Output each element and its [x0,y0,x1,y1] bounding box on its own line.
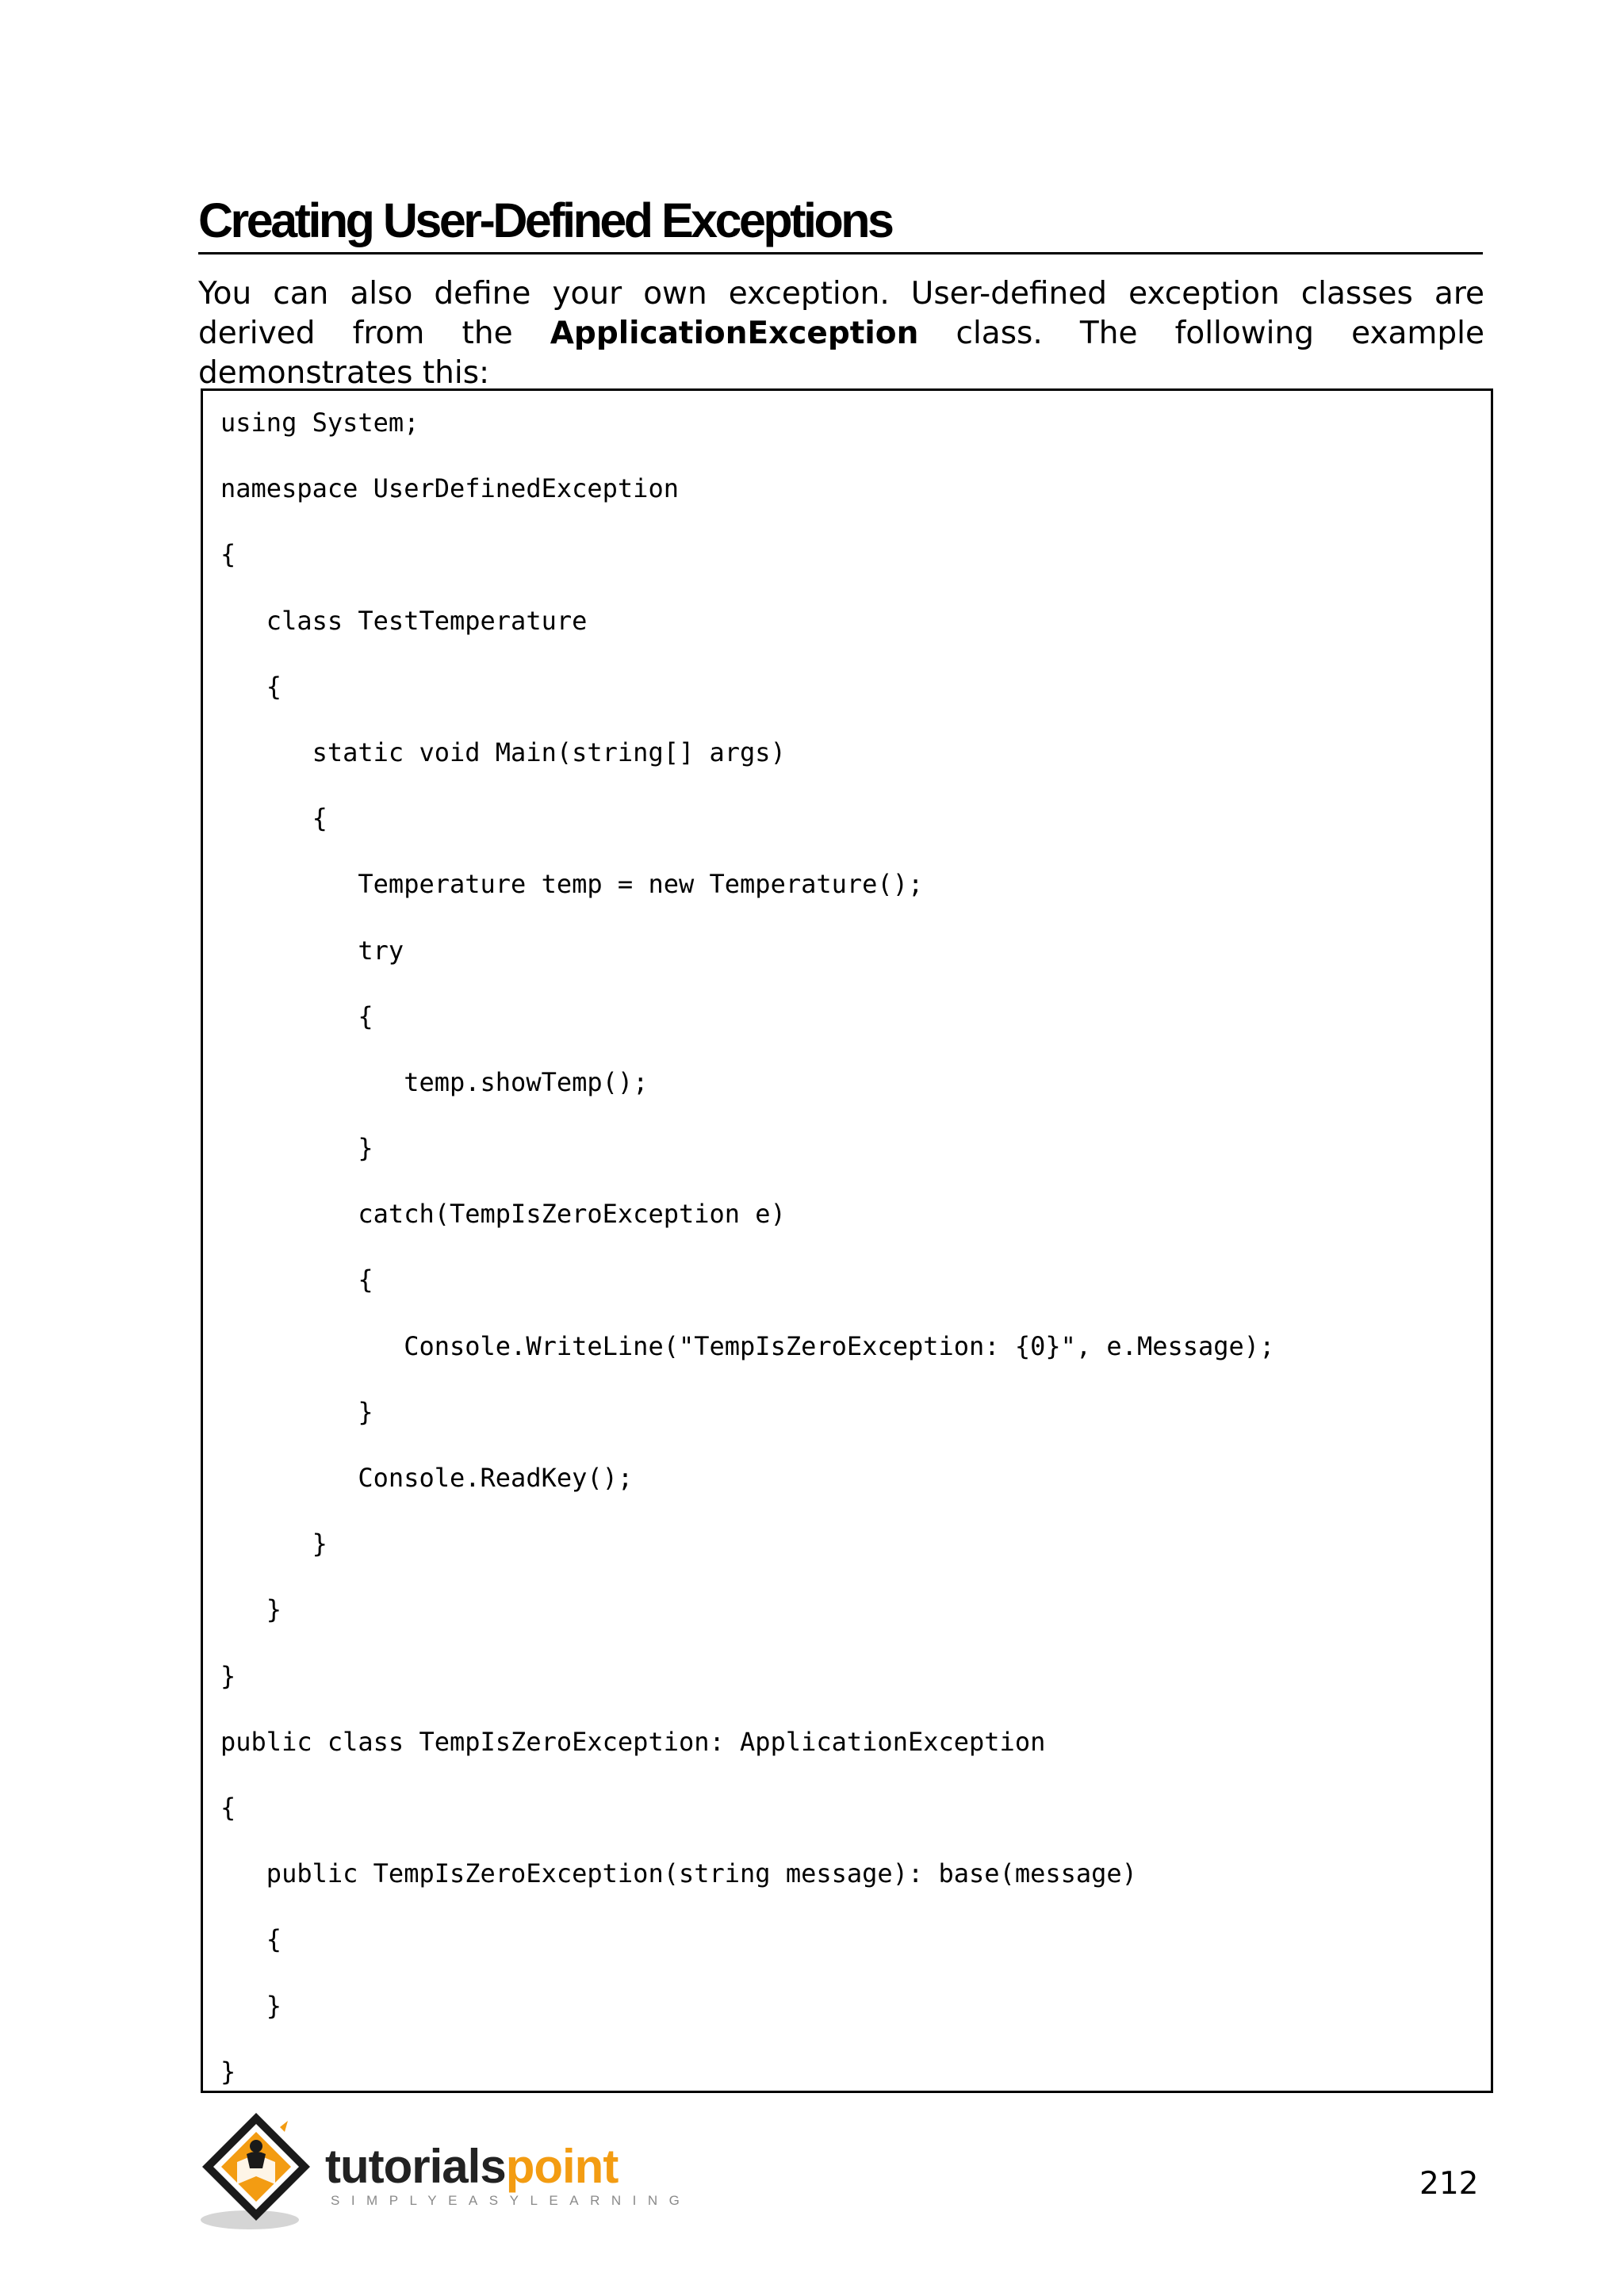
code-line: } [220,1396,373,1427]
intro-bold-term: ApplicationException [550,316,919,351]
page-title: Creating User-Defined Exceptions [198,190,1483,254]
code-line: Console.WriteLine("TempIsZeroException: {0}", e.Message); [220,1330,1275,1361]
code-line: using System; [220,408,419,438]
code-line: temp.showTemp(); [220,1066,649,1097]
code-line: namespace UserDefinedException [220,473,679,504]
code-line: } [220,2056,236,2087]
tutorialspoint-logo-icon [194,2105,329,2240]
code-line: public class TempIsZeroException: ApplicationException [220,1726,1046,1757]
code-line: static void Main(string[] args) [220,737,786,767]
intro-paragraph [198,274,1484,393]
page-number: 212 [1419,2166,1479,2202]
code-line: try [220,935,404,966]
code-line: } [220,1660,236,1691]
code-line: } [220,1990,282,2021]
code-line: { [220,671,282,702]
code-block [201,388,1493,2093]
code-line: { [220,1265,373,1295]
tutorialspoint-logo [194,2105,691,2240]
code-line: { [220,803,327,834]
logo-tagline: SIMPLYEASYLEARNING [331,2193,691,2208]
code-line: class TestTemperature [220,605,588,636]
code-lines [220,407,1274,2122]
code-line: { [220,1792,236,1823]
code-line: } [220,1594,282,1625]
code-line: } [220,1133,373,1164]
code-line: { [220,539,236,570]
code-line: Console.ReadKey(); [220,1463,634,1493]
code-line: catch(TempIsZeroException e) [220,1199,786,1230]
code-line: { [220,1001,373,1031]
logo-wordmark-part2: point [505,2140,619,2193]
code-line: } [220,1529,327,1559]
code-line: Temperature temp = new Temperature(); [220,869,924,900]
logo-wordmark [325,2140,619,2193]
logo-wordmark-part1: tutorials [325,2140,506,2193]
code-line: { [220,1924,282,1955]
intro-text-before: You can also define your own exception. User-defined exception classes are derived from the [198,276,1484,351]
intro-text-after: class. The following example demonstrates this: [198,316,1484,391]
code-line: public TempIsZeroException(string message): base(message) [220,1858,1137,1889]
